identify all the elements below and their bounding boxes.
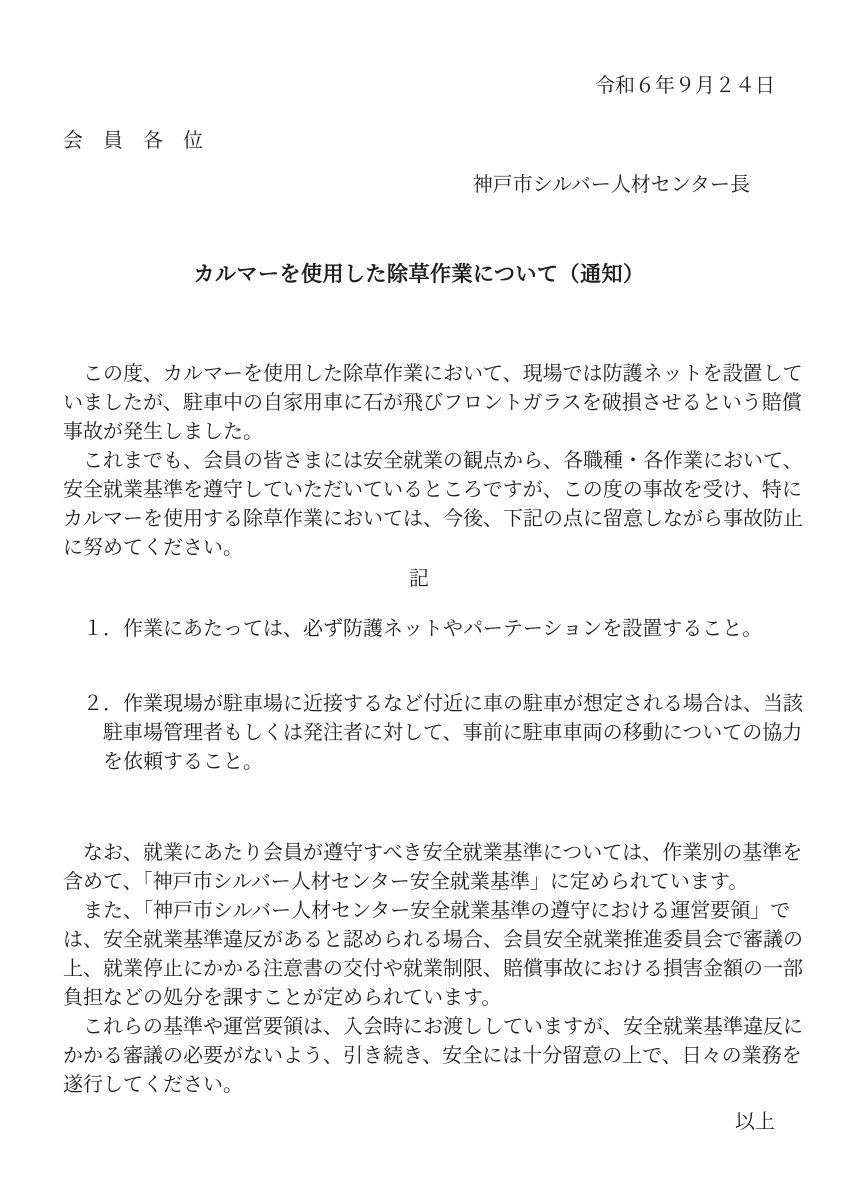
text-line: 事故が発生しました。 (63, 421, 263, 443)
text-line: かかる審議の必要がないよう、引き続き、安全には十分留意の上で、日々の業務を (63, 1045, 802, 1067)
document-title: カルマーを使用した除草作業について（通知） (193, 262, 645, 286)
text-line: これらの基準や運営要領は、入会時にお渡ししていますが、安全就業基準違反に (63, 1016, 803, 1038)
text-line: 負担などの処分を課すことが定められています。 (63, 987, 502, 1009)
text-line: を依頼すること。 (83, 751, 263, 773)
ki-heading: 記 (409, 568, 429, 590)
text-line: 含めて、「神戸市シルバー人材センター安全就業基準」に定められています。 (63, 871, 749, 893)
date-line: 令和６年９月２４日 (595, 75, 775, 97)
text-line: なお、就業にあたり会員が遵守すべき安全就業基準については、作業別の基準を (63, 842, 803, 864)
text-line: これまでも、会員の皆さまには安全就業の観点から、各職種・各作業において、 (63, 450, 803, 472)
sender-line: 神戸市シルバー人材センター長 (472, 174, 750, 196)
paragraph-1 (63, 360, 803, 447)
paragraph-3 (63, 839, 803, 897)
text-line: に努めてください。 (63, 537, 243, 559)
text-line: この度、カルマーを使用した除草作業において、現場では防護ネットを設置して (63, 363, 803, 385)
paragraph-4 (63, 897, 803, 1013)
text-line: また、「神戸市シルバー人材センター安全就業基準の遵守における運営要領」で (63, 900, 791, 922)
paragraph-5 (63, 1013, 803, 1100)
text-line: は、安全就業基準違反があると認められる場合、会員安全就業推進委員会で審議の (63, 929, 803, 951)
text-line: 安全就業基準を遵守していただいているところですが、この度の事故を受け、特に (63, 479, 802, 501)
text-line: カルマーを使用する除草作業においては、今後、下記の点に留意しながら事故防止 (63, 508, 803, 530)
text-line: 上、就業停止にかかる注意書の交付や就業制限、賠償事故における損害金額の一部 (63, 958, 803, 980)
recipient-line: 会 員 各 位 (63, 130, 203, 152)
closing-word: 以上 (735, 1111, 775, 1133)
text-line: 遂行してください。 (63, 1074, 243, 1096)
list-item-1: １．作業にあたっては、必ず防護ネットやパーテーションを設置すること。 (83, 618, 763, 640)
text-line: 駐車場管理者もしくは発注者に対して、事前に駐車車両の移動についての協力 (83, 722, 803, 744)
list-item-2 (63, 690, 803, 777)
text-line: いましたが、駐車中の自家用車に石が飛びフロントガラスを破損させるという賠償 (63, 392, 802, 414)
text-line: ２．作業現場が駐車場に近接するなど付近に車の駐車が想定される場合は、当該 (83, 693, 803, 715)
paragraph-2 (63, 447, 803, 563)
